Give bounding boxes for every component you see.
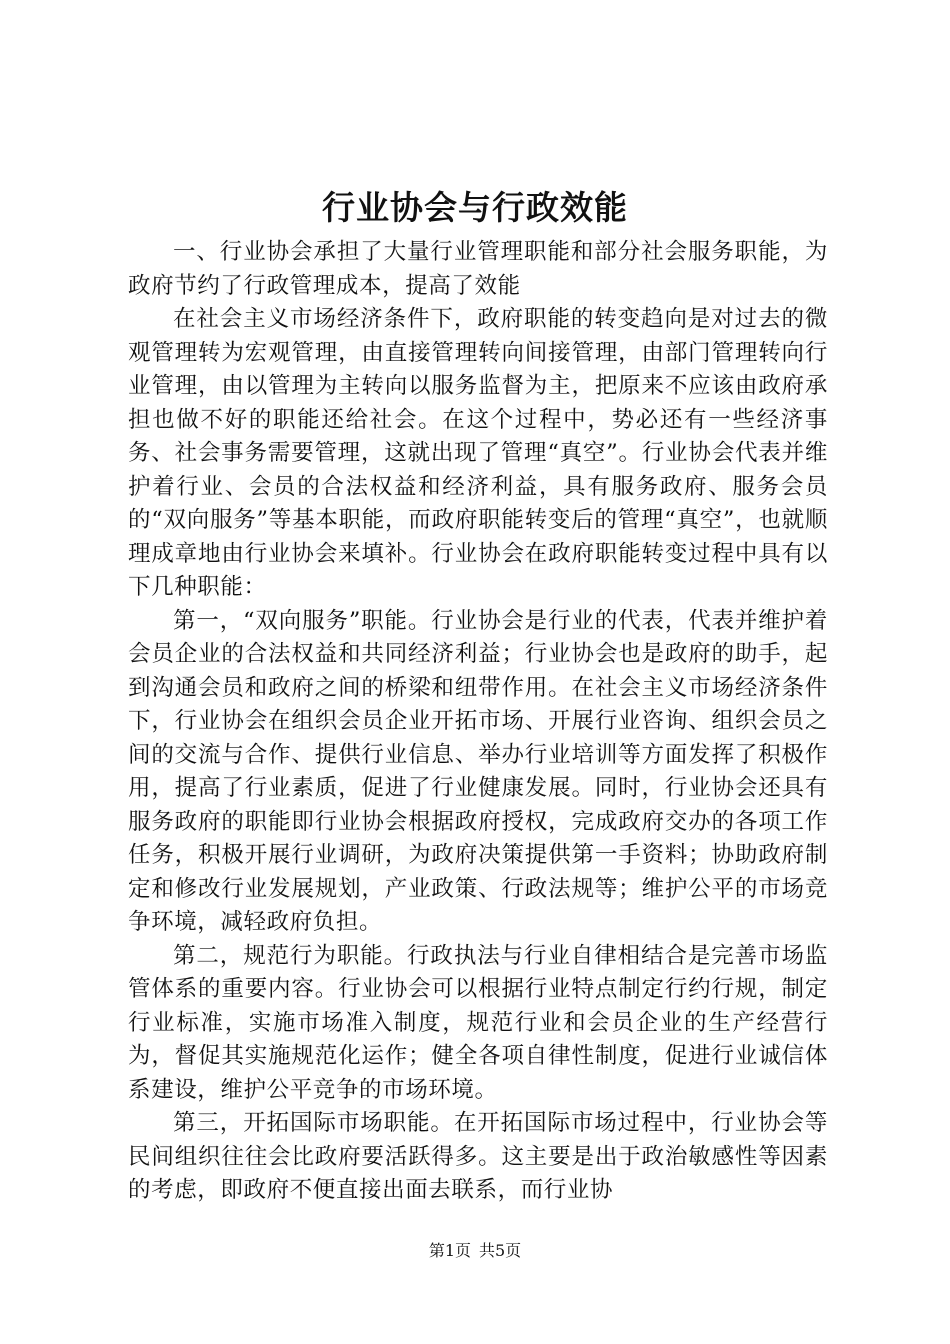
page-footer — [0, 1241, 950, 1261]
paragraph-section-one-heading: 一、行业协会承担了大量行业管理职能和部分社会服务职能，为政府节约了行政管理成本，提高了效能 — [128, 239, 828, 299]
document-body — [128, 236, 828, 1208]
paragraph-intro: 在社会主义市场经济条件下，政府职能的转变趋向是对过去的微观管理转为宏观管理，由直接管理转向间接管理，由部门管理转向行业管理，由以管理为主转向以服务监督为主，把原来不应该由政府承担也做不好的职能还给社会。在这个过程中，势必还有一些经济事务、社会事务需要管理，这就出现了管理“真空”。行业协会代表并维护着行业、会员的合法权益和经济利益，具有服务政府、服务会员的“双向服务”等基本职能，而政府职能转变后的管理“真空”，也就顺理成章地由行业协会来填补。行业协会在政府职能转变过程中具有以下几种职能： — [128, 306, 828, 600]
document-title: 行业协会与行政效能 — [322, 188, 628, 227]
page-total: 共5页 — [479, 1241, 522, 1260]
paragraph-second-function: 第二，规范行为职能。行政执法与行业自律相结合是完善市场监管体系的重要内容。行业协会可以根据行业特点制定行约行规，制定行业标准，实施市场准入制度，规范行业和会员企业的生产经营行为，督促其实施规范化运作；健全各项自律性制度，促进行业诚信体系建设，维护公平竞争的市场环境。 — [128, 942, 828, 1103]
paragraph-third-function: 第三，开拓国际市场职能。在开拓国际市场过程中，行业协会等民间组织往往会比政府要活跃得多。这主要是出于政治敏感性等因素的考虑，即政府不便直接出面去联系，而行业协 — [128, 1110, 828, 1203]
paragraph-first-function: 第一，“双向服务”职能。行业协会是行业的代表，代表并维护着会员企业的合法权益和共同经济利益；行业协会也是政府的助手，起到沟通会员和政府之间的桥梁和纽带作用。在社会主义市场经济条件下，行业协会在组织会员企业开拓市场、开展行业咨询、组织会员之间的交流与合作、提供行业信息、举办行业培训等方面发挥了积极作用，提高了行业素质，促进了行业健康发展。同时，行业协会还具有服务政府的职能即行业协会根据政府授权，完成政府交办的各项工作任务，积极开展行业调研，为政府决策提供第一手资料；协助政府制定和修改行业发展规划，产业政策、行政法规等；维护公平的市场竞争环境，减轻政府负担。 — [128, 607, 828, 935]
page-number: 第1页 — [428, 1241, 471, 1260]
